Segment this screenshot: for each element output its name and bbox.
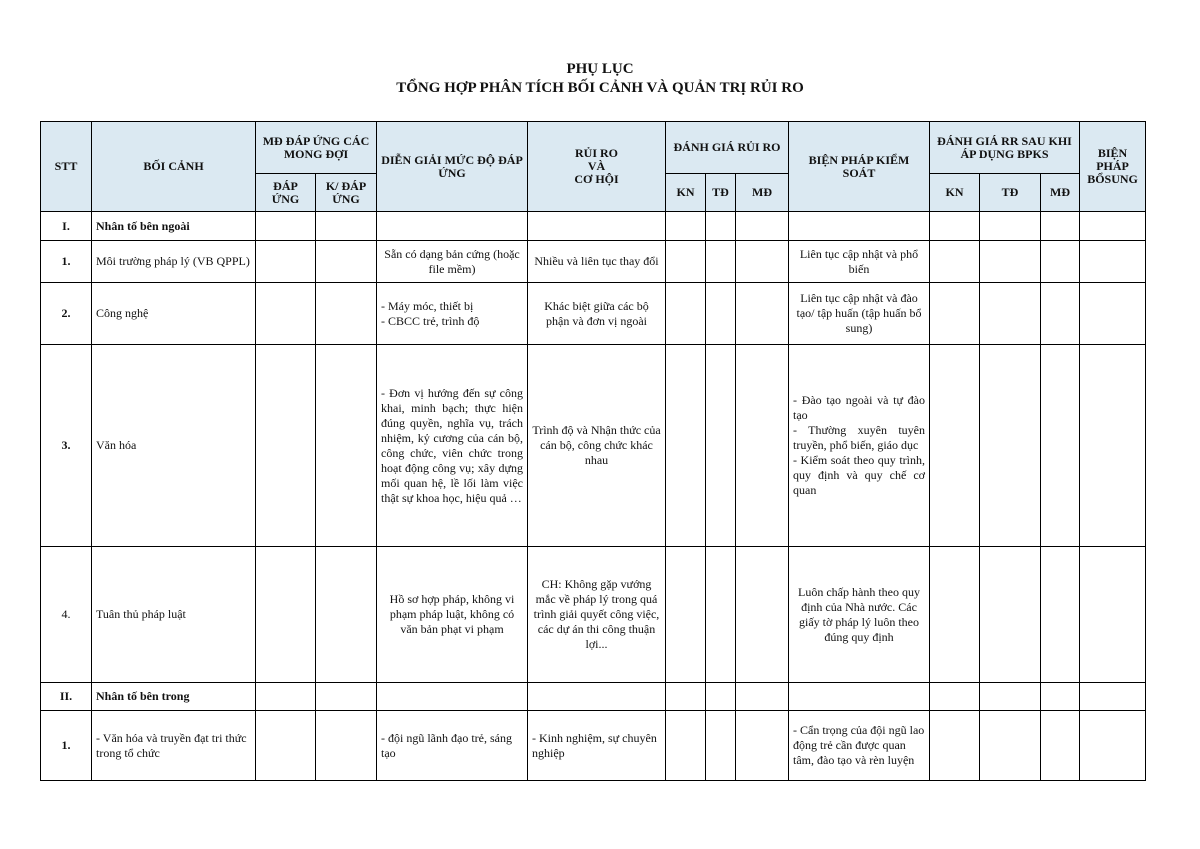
document-subtitle: TỔNG HỢP PHÂN TÍCH BỐI CẢNH VÀ QUẢN TRỊ RỦI RO [396,80,804,96]
header-md: MĐ [736,174,789,212]
header-kn-after: KN [930,174,980,212]
table-row [41,345,1146,547]
header-boi-canh: BỐI CẢNH [92,122,256,212]
row-bien-phap: Liên tục cập nhật và phổ biến [789,241,930,283]
header-danh-gia-sau: ĐÁNH GIÁ RR SAU KHI ÁP DỤNG BPKS [930,122,1080,174]
row-number: 1. [41,241,92,283]
row-dien-giai: - đội ngũ lãnh đạo trẻ, sáng tạo [377,711,528,781]
header-dap-ung: ĐÁP ỨNG [256,174,316,212]
header-k-dap-ung: K/ ĐÁP ỨNG [316,174,377,212]
row-bien-phap: Liên tục cập nhật và đào tạo/ tập huấn (tập huấn bổ sung) [789,283,930,345]
section-number: II. [41,683,92,711]
header-stt: STT [41,122,92,212]
row-dien-giai: Hồ sơ hợp pháp, không vi phạm pháp luật, không có văn bản phạt vi phạm [377,547,528,683]
header-kn: KN [666,174,706,212]
row-boi-canh: Văn hóa [92,345,256,547]
header-danh-gia: ĐÁNH GIÁ RỦI RO [666,122,789,174]
row-number: 2. [41,283,92,345]
row-boi-canh: - Văn hóa và truyền đạt tri thức trong tổ chức [92,711,256,781]
header-bien-phap-bo-sung: BIỆN PHÁP BỔSUNG [1080,122,1146,212]
table-row [41,711,1146,781]
document-title: PHỤ LỤC [566,61,634,77]
header-rui-ro: RỦI RO VÀ CƠ HỘI [528,122,666,212]
risk-analysis-table [40,121,1146,781]
row-dien-giai: Sẵn có dạng bản cứng (hoặc file mềm) [377,241,528,283]
document-title-block [0,60,1200,98]
header-td-after: TĐ [980,174,1041,212]
row-rui-ro: Trình độ và Nhận thức của cán bộ, công chức khác nhau [528,345,666,547]
section-row [41,683,1146,711]
row-boi-canh: Môi trường pháp lý (VB QPPL) [92,241,256,283]
table-body [41,212,1146,781]
header-md-dap-ung: MĐ ĐÁP ỨNG CÁC MONG ĐỢI [256,122,377,174]
row-boi-canh: Tuân thủ pháp luật [92,547,256,683]
table-row [41,241,1146,283]
row-dien-giai: - Máy móc, thiết bị - CBCC trẻ, trình độ [377,283,528,345]
row-rui-ro: CH: Không gặp vướng mắc về pháp lý trong quá trình giải quyết công việc, các dự án thi công thuận lợi... [528,547,666,683]
row-number: 3. [41,345,92,547]
row-bien-phap: Luôn chấp hành theo quy định của Nhà nước. Các giấy tờ pháp lý luôn theo đúng quy định [789,547,930,683]
header-bien-phap: BIỆN PHÁP KIỂM SOÁT [789,122,930,212]
row-rui-ro: Khác biệt giữa các bộ phận và đơn vị ngoài [528,283,666,345]
row-dien-giai: - Đơn vị hướng đến sự công khai, minh bạch; thực hiện đúng quyền, nghĩa vụ, trách nhiệm, kỷ cương của cán bộ, công chức, viên chức trong hoạt động công vụ; xây dựng mối quan hệ, lề lối làm việc thật sự khoa học, hiệu quả … [377,345,528,547]
section-row [41,212,1146,241]
header-md-after: MĐ [1041,174,1080,212]
header-td: TĐ [706,174,736,212]
row-bien-phap: - Đào tạo ngoài và tự đào tạo - Thường xuyên tuyên truyền, phổ biến, giáo dục - Kiểm soát theo quy trình, quy định và quy chế cơ quan [789,345,930,547]
table-row [41,547,1146,683]
section-number: I. [41,212,92,241]
section-label: Nhân tố bên ngoài [92,212,256,241]
row-bien-phap: - Cẩn trọng của đội ngũ lao động trẻ cần được quan tâm, đào tạo và rèn luyện [789,711,930,781]
table-header [41,122,1146,212]
row-number: 4. [41,547,92,683]
row-number: 1. [41,711,92,781]
table-row [41,283,1146,345]
row-boi-canh: Công nghệ [92,283,256,345]
row-rui-ro: - Kinh nghiệm, sự chuyên nghiệp [528,711,666,781]
row-rui-ro: Nhiều và liên tục thay đổi [528,241,666,283]
header-dien-giai: DIỄN GIẢI MỨC ĐỘ ĐÁP ỨNG [377,122,528,212]
section-label: Nhân tố bên trong [92,683,256,711]
